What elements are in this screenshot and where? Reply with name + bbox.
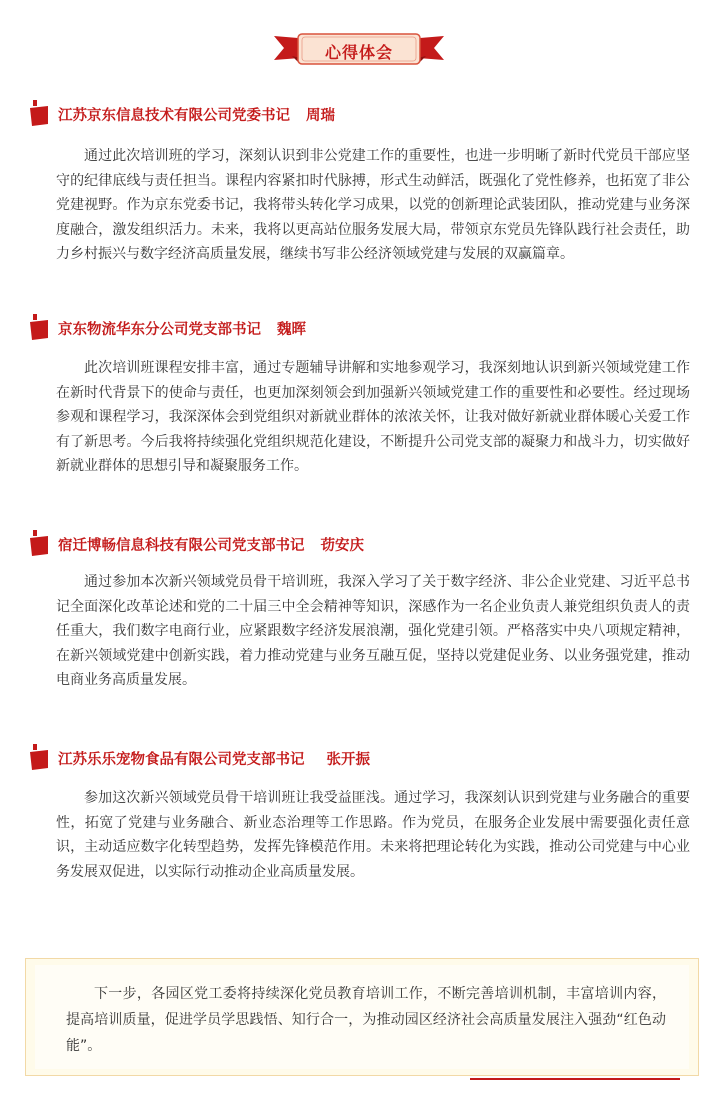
heading-org: 京东物流华东分公司党支部书记 [58, 322, 261, 338]
heading-org: 江苏乐乐宠物食品有限公司党支部书记 [58, 752, 305, 768]
summary-paragraph: 下一步，各园区党工委将持续深化党员教育培训工作，不断完善培训机制，丰富培训内容，提高培训质量，促进学员学思践悟、知行合一，为推动园区经济社会高质量发展注入强劲“红色动能”。 [66, 986, 666, 1054]
page-title: 心得体会 [324, 43, 393, 62]
heading-person: 周瑞 [306, 108, 335, 124]
section-heading [30, 100, 690, 130]
summary-box [25, 958, 699, 1076]
section-heading [30, 744, 690, 774]
heading-person: 苆安庆 [320, 538, 364, 554]
heading-person: 魏晖 [277, 322, 306, 338]
testimony-paragraph: 参加这次新兴领域党员骨干培训班让我受益匪浅。通过学习，我深刻认识到党建与业务融合的重要性，拓宽了党建与业务融合、新业态治理等工作思路。作为党员，在服务企业发展中需要强化责任意识，主动适应数字化转型趋势，发挥先锋模范作用。未来将把理论转化为实践，推动公司党建与中心业务发展双促进，以实际行动推动企业高质量发展。 [56, 790, 690, 880]
heading-marker-icon [30, 744, 50, 770]
section-heading [30, 314, 690, 344]
section-heading [30, 530, 690, 560]
testimony-paragraph: 通过参加本次新兴领域党员骨干培训班，我深入学习了关于数字经济、非公企业党建、习近平总书记全面深化改革论述和党的二十届三中全会精神等知识，深感作为一名企业负责人兼党组织负责人的责任重大，我们数字电商行业，应紧跟数字经济发展浪潮，强化党建引领。严格落实中央八项规定精神，在新兴领域党建中创新实践，着力推动党建与业务互融互促，坚持以党建促业务、以业务强党建，推动电商业务高质量发展。 [56, 574, 690, 688]
heading-marker-icon [30, 314, 50, 340]
heading-org: 江苏京东信息技术有限公司党委书记 [58, 108, 290, 124]
heading-org: 宿迁博畅信息科技有限公司党支部书记 [58, 538, 305, 554]
testimony-paragraph: 此次培训班课程安排丰富，通过专题辅导讲解和实地参观学习，我深刻地认识到新兴领域党建工作在新时代背景下的使命与责任，也更加深刻领会到加强新兴领域党建工作的重要性和必要性。经过现场参观和课程学习，我深深体会到党组织对新就业群体的浓浓关怀，让我对做好新就业群体暖心关爱工作有了新思考。今后我将持续强化党组织规范化建设，不断提升公司党支部的凝聚力和战斗力，切实做好新就业群体的思想引导和凝聚服务工作。 [56, 360, 690, 474]
heading-person: 张开振 [326, 752, 370, 768]
testimony-paragraph: 通过此次培训班的学习，深刻认识到非公党建工作的重要性，也进一步明晰了新时代党员干部应坚守的纪律底线与责任担当。课程内容紧扣时代脉搏，形式生动鲜活，既强化了党性修养，也拓宽了非公党建视野。作为京东党委书记，我将带头转化学习成果，以党的创新理论武装团队，推动党建与业务深度融合，激发组织活力。未来，我将以更高站位服务发展大局，带领京东党员先锋队践行社会责任，助力乡村振兴与数字经济高质量发展，继续书写非公经济领域党建与发展的双赢篇章。 [56, 148, 690, 262]
heading-marker-icon [30, 100, 50, 126]
footer-divider [470, 1078, 680, 1080]
title-banner [270, 26, 448, 76]
heading-marker-icon [30, 530, 50, 556]
